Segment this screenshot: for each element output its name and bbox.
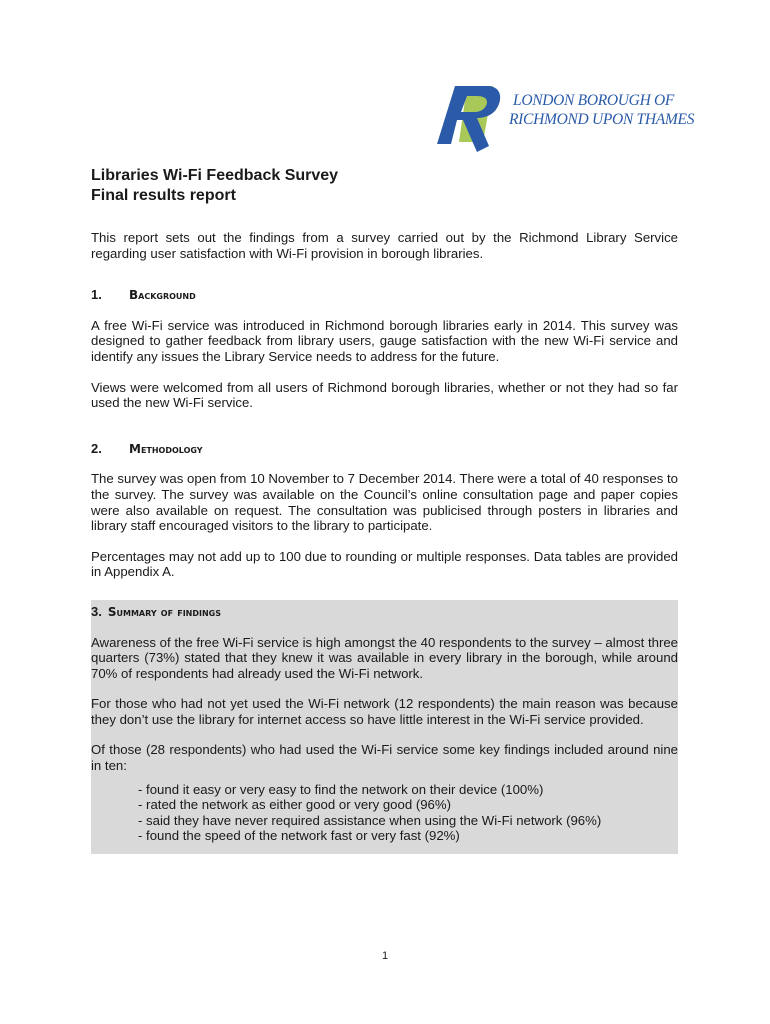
richmond-r-logo-icon <box>437 84 509 154</box>
title-line-2: Final results report <box>91 187 236 204</box>
section-heading-summary: 3. Summary of findings <box>91 603 222 619</box>
list-item: - rated the network as either good or very good (96%) <box>138 797 452 813</box>
paragraph: Percentages may not add up to 100 due to rounding or multiple responses. Data tables are provided in Appendix A. <box>91 548 678 580</box>
list-item: - found the speed of the network fast or very fast (92%) <box>138 828 460 844</box>
page-number: 1 <box>381 950 389 962</box>
document-title <box>91 166 678 206</box>
paragraph: A free Wi-Fi service was introduced in Richmond borough libraries early in 2014. This survey was designed to gather feedback from library users, gauge satisfaction with the new Wi-Fi service and identify any issues the Library Service needs to address for the future. <box>91 317 678 364</box>
paragraph: Awareness of the free Wi-Fi service is high amongst the 40 respondents to the survey – almost three quarters (73%) stated that they knew it was available in every library in the borough, while around 70% of respondents had already used the Wi-Fi network. <box>91 634 678 681</box>
logo-line-2: RICHMOND UPON THAMES <box>509 111 695 128</box>
paragraph: For those who had not yet used the Wi-Fi network (12 respondents) the main reason was because they don’t use the library for internet access so have little interest in the Wi-Fi service provided. <box>91 696 678 727</box>
paragraph: The survey was open from 10 November to 7 December 2014. There were a total of 40 responses to the survey. The survey was available on the Council’s online consultation page and paper copies were also available on request. The consultation was publicised through posters in libraries and library staff encouraged visitors to the library to participate. <box>91 471 678 534</box>
summary-of-findings-box <box>91 600 678 854</box>
logo-line-1: LONDON BOROUGH OF <box>513 92 675 109</box>
document-body <box>91 166 678 854</box>
intro-paragraph: This report sets out the findings from a survey carried out by the Richmond Library Service regarding user satisfaction with Wi-Fi provision in borough libraries. <box>91 230 678 261</box>
council-logo <box>437 84 695 154</box>
list-item: - said they have never required assistance when using the Wi-Fi network (96%) <box>138 812 602 828</box>
paragraph: Of those (28 respondents) who had used the Wi-Fi service some key findings included around nine in ten: <box>91 742 678 774</box>
section-heading-background: 1. Background <box>91 287 196 303</box>
paragraph: Views were welcomed from all users of Richmond borough libraries, whether or not they had so far used the new Wi-Fi service. <box>91 379 678 411</box>
list-item: - found it easy or very easy to find the network on their device (100%) <box>138 781 544 797</box>
section-heading-methodology: 2. Methodology <box>91 440 203 456</box>
title-line-1: Libraries Wi-Fi Feedback Survey <box>91 167 339 184</box>
key-findings-list <box>138 782 678 844</box>
